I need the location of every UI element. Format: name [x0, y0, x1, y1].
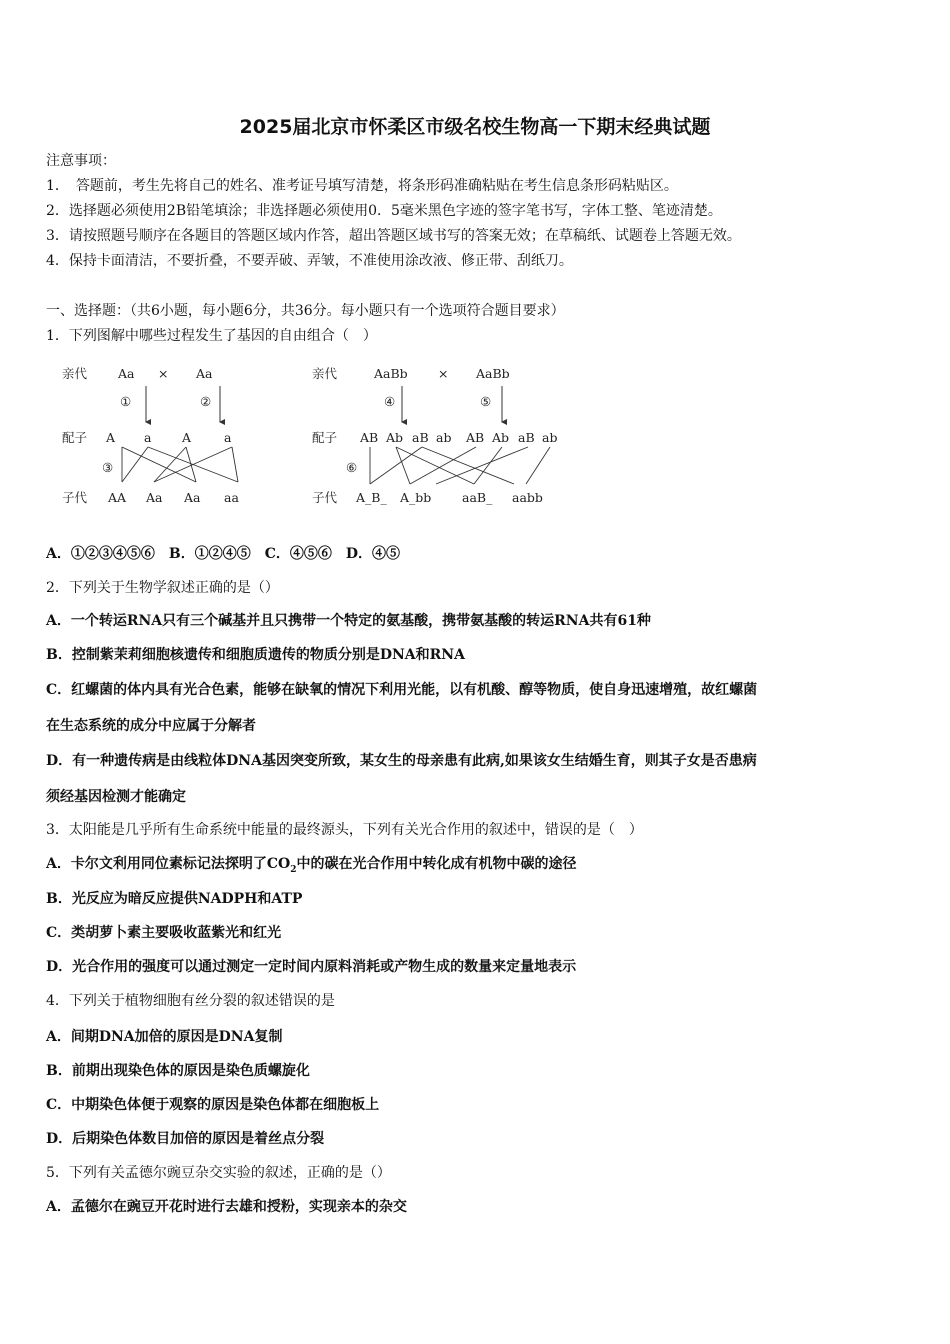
q3-option-c: C．类胡萝卜素主要吸收蓝紫光和红光: [46, 925, 282, 941]
q4-stem: 4．下列关于植物细胞有丝分裂的叙述错误的是: [46, 993, 335, 1009]
left-gamete-label: 配子: [62, 430, 88, 445]
left-parent-1: Aa: [118, 366, 135, 381]
notice-item-1: 1． 答题前，考生先将自己的姓名、准考证号填写清楚，将条形码准确粘贴在考生信息条形码粘贴区。: [46, 178, 678, 194]
q1-options: A．①②③④⑤⑥ B．①②④⑤ C．④⑤⑥ D．④⑤: [46, 546, 400, 562]
q2-option-c-line2: 在生态系统的成分中应属于分解者: [46, 718, 256, 734]
right-offspring-label: 子代: [312, 490, 338, 505]
right-gamete: Ab: [386, 430, 404, 445]
q3-option-d: D．光合作用的强度可以通过测定一定时间内原料消耗或产物生成的数量来定量地表示: [46, 959, 577, 975]
right-offspring: aabb: [512, 490, 543, 505]
q5-stem: 5．下列有关孟德尔豌豆杂交实验的叙述，正确的是（）: [46, 1165, 391, 1181]
q3-stem: 3．太阳能是几乎所有生命系统中能量的最终源头，下列有关光合作用的叙述中，错误的是（ ）: [46, 822, 643, 838]
step-6: ⑥: [346, 460, 358, 475]
right-parent-2: AaBb: [476, 366, 510, 381]
step-5: ⑤: [480, 394, 492, 409]
notice-heading: 注意事项：: [46, 153, 116, 169]
left-fertilization-lines: [122, 447, 238, 482]
q2-option-c-line1: C．红螺菌的体内具有光合色素，能够在缺氧的情况下利用光能，以有机酸、醇等物质，使自身迅速增殖，故红螺菌: [46, 682, 758, 698]
step-3: ③: [102, 460, 114, 475]
right-fertilization-lines: [370, 447, 550, 484]
left-gamete: a: [144, 430, 152, 445]
q3-option-a-pre: A．卡尔文利用同位素标记法探明了CO: [46, 856, 291, 872]
notice-item-4: 4．保持卡面清洁，不要折叠，不要弄破、弄皱，不准使用涂改液、修正带、刮纸刀。: [46, 253, 573, 269]
right-gamete: AB: [466, 430, 485, 445]
left-offspring: AA: [108, 490, 127, 505]
q5-option-a: A．孟德尔在豌豆开花时进行去雄和授粉，实现亲本的杂交: [46, 1199, 407, 1215]
right-gamete: aB: [412, 430, 429, 445]
left-offspring: Aa: [184, 490, 201, 505]
right-gamete: ab: [542, 430, 558, 445]
right-gamete-label: 配子: [312, 430, 338, 445]
left-offspring-label: 子代: [62, 490, 88, 505]
left-gamete: A: [182, 430, 192, 445]
q2-option-a: A．一个转运RNA只有三个碱基并且只携带一个特定的氨基酸，携带氨基酸的转运RNA共有61种: [46, 613, 651, 629]
left-offspring: aa: [224, 490, 239, 505]
q4-option-d: D．后期染色体数目加倍的原因是着丝点分裂: [46, 1131, 325, 1147]
q3-option-a-post: 中的碳在光合作用中转化成有机物中碳的途径: [296, 856, 577, 872]
q4-option-b: B．前期出现染色体的原因是染色质螺旋化: [46, 1063, 310, 1079]
page-title: 2025届北京市怀柔区市级名校生物高一下期末经典试题: [239, 116, 711, 138]
q3-option-b: B．光反应为暗反应提供NADPH和ATP: [46, 891, 303, 907]
right-offspring: A_B_: [356, 490, 387, 505]
notice-item-3: 3．请按照题号顺序在各题目的答题区域内作答，超出答题区域书写的答案无效；在草稿纸、试题卷上答题无效。: [46, 228, 741, 244]
q1-stem: 1．下列图解中哪些过程发生了基因的自由组合（ ）: [46, 328, 377, 344]
q3-option-a-sub: 2: [290, 864, 297, 875]
q1-genetics-diagram: [56, 360, 616, 520]
right-offspring: aaB_: [462, 490, 493, 505]
left-parent-2: Aa: [196, 366, 213, 381]
left-gamete: A: [106, 430, 116, 445]
step-2: ②: [200, 394, 212, 409]
step-4: ④: [384, 394, 396, 409]
q4-option-a: A．间期DNA加倍的原因是DNA复制: [46, 1029, 283, 1045]
left-parent-label: 亲代: [62, 366, 88, 381]
left-cross-sign: ×: [158, 366, 169, 381]
right-parent-label: 亲代: [312, 366, 338, 381]
section-heading: 一、选择题：（共6小题，每小题6分，共36分。每小题只有一个选项符合题目要求）: [46, 303, 565, 319]
right-gamete: ab: [436, 430, 452, 445]
right-offspring: A_bb: [400, 490, 432, 505]
right-gamete: Ab: [492, 430, 510, 445]
right-gamete: aB: [518, 430, 535, 445]
q2-stem: 2．下列关于生物学叙述正确的是（）: [46, 580, 279, 596]
right-parent-1: AaBb: [374, 366, 408, 381]
right-cross-sign: ×: [438, 366, 449, 381]
q4-option-c: C．中期染色体便于观察的原因是染色体都在细胞板上: [46, 1097, 380, 1113]
q2-option-b: B．控制紫茉莉细胞核遗传和细胞质遗传的物质分别是DNA和RNA: [46, 647, 465, 663]
right-gamete: AB: [360, 430, 379, 445]
step-1: ①: [120, 394, 132, 409]
q3-option-a: [46, 854, 576, 880]
left-offspring: Aa: [146, 490, 163, 505]
notice-item-2: 2．选择题必须使用2B铅笔填涂；非选择题必须使用0．5毫米黑色字迹的签字笔书写，字体工整、笔迹清楚。: [46, 203, 722, 219]
q2-option-d-line2: 须经基因检测才能确定: [46, 789, 186, 805]
q2-option-d-line1: D．有一种遗传病是由线粒体DNA基因突变所致，某女生的母亲患有此病,如果该女生结婚生育，则其子女是否患病: [46, 753, 757, 769]
left-gamete: a: [224, 430, 232, 445]
